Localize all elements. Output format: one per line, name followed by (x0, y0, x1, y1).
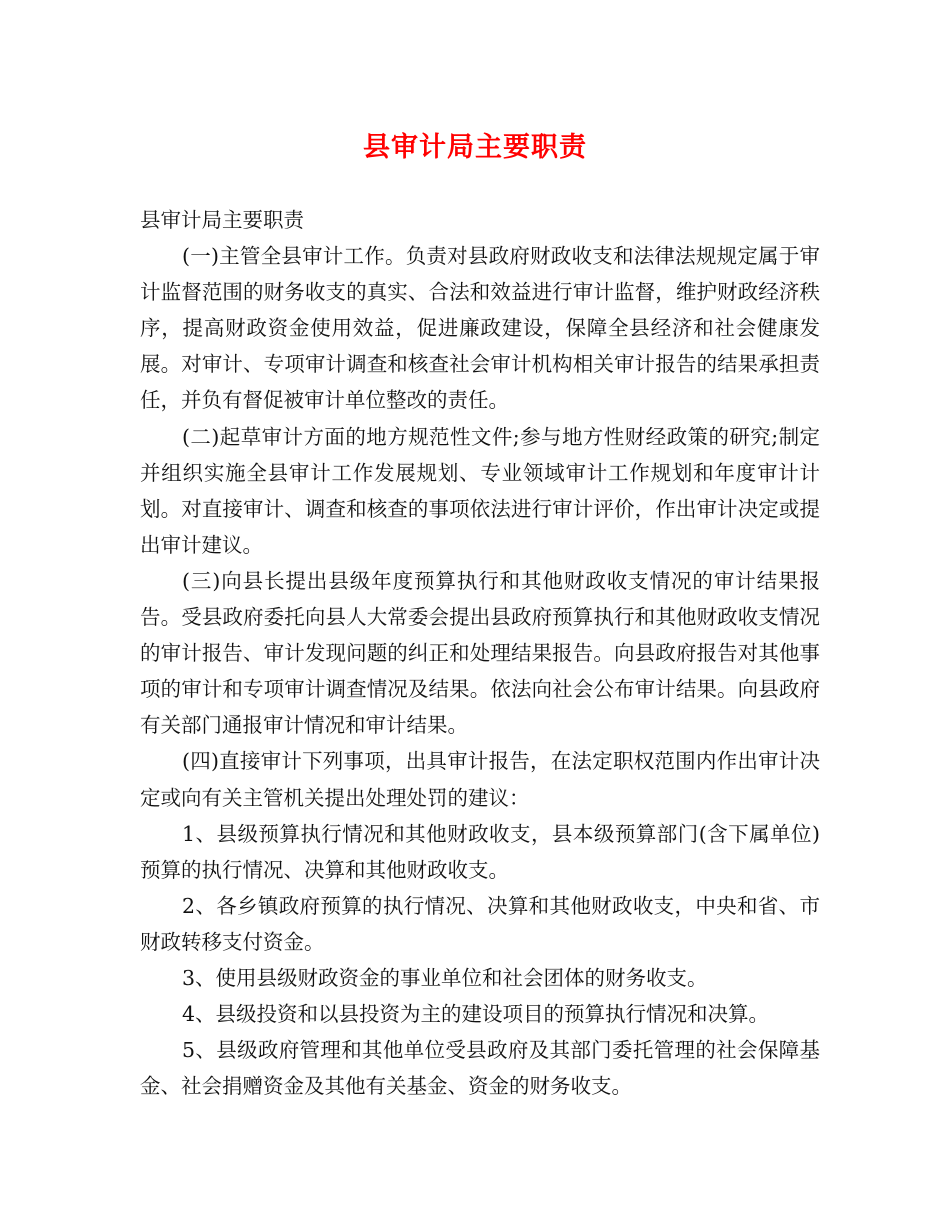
paragraph-duty-2: (二)起草审计方面的地方规范性文件;参与地方性财经政策的研究;制定并组织实施全县审计工作发展规划、专业领域审计工作规划和年度审计计划。对直接审计、调查和核查的事项依法进行审计评价，作出审计决定或提出审计建议。 (140, 424, 820, 557)
section-heading: 县审计局主要职责 (140, 208, 304, 232)
list-item-5: 5、县级政府管理和其他单位受县政府及其部门委托管理的社会保障基金、社会捐赠资金及其他有关基金、资金的财务收支。 (140, 1038, 820, 1099)
document-body (140, 202, 820, 1104)
document-title: 县审计局主要职责 (363, 132, 587, 163)
list-item-1: 1、县级预算执行情况和其他财政收支，县本级预算部门(含下属单位)预算的执行情况、决算和其他财政收支。 (140, 821, 820, 882)
list-item-3: 3、使用县级财政资金的事业单位和社会团体的财务收支。 (182, 965, 708, 990)
list-item-2: 2、各乡镇政府预算的执行情况、决算和其他财政收支，中央和省、市财政转移支付资金。 (140, 893, 820, 954)
paragraph-duty-4: (四)直接审计下列事项，出具审计报告，在法定职权范围内作出审计决定或向有关主管机关提出处理处罚的建议： (140, 749, 820, 810)
list-item-4: 4、县级投资和以县投资为主的建设项目的预算执行情况和决算。 (182, 1002, 770, 1027)
paragraph-duty-3: (三)向县长提出县级年度预算执行和其他财政收支情况的审计结果报告。受县政府委托向县人大常委会提出县政府预算执行和其他财政收支情况的审计报告、审计发现问题的纠正和处理结果报告。向县政府报告对其他事项的审计和专项审计调查情况及结果。依法向社会公布审计结果。向县政府有关部门通报审计情况和审计结果。 (140, 568, 820, 738)
paragraph-duty-1: (一)主管全县审计工作。负责对县政府财政收支和法律法规规定属于审计监督范围的财务收支的真实、合法和效益进行审计监督，维护财政经济秩序，提高财政资金使用效益，促进廉政建设，保障全县经济和社会健康发展。对审计、专项审计调查和核查社会审计机构相关审计报告的结果承担责任，并负有督促被审计单位整改的责任。 (140, 244, 820, 413)
